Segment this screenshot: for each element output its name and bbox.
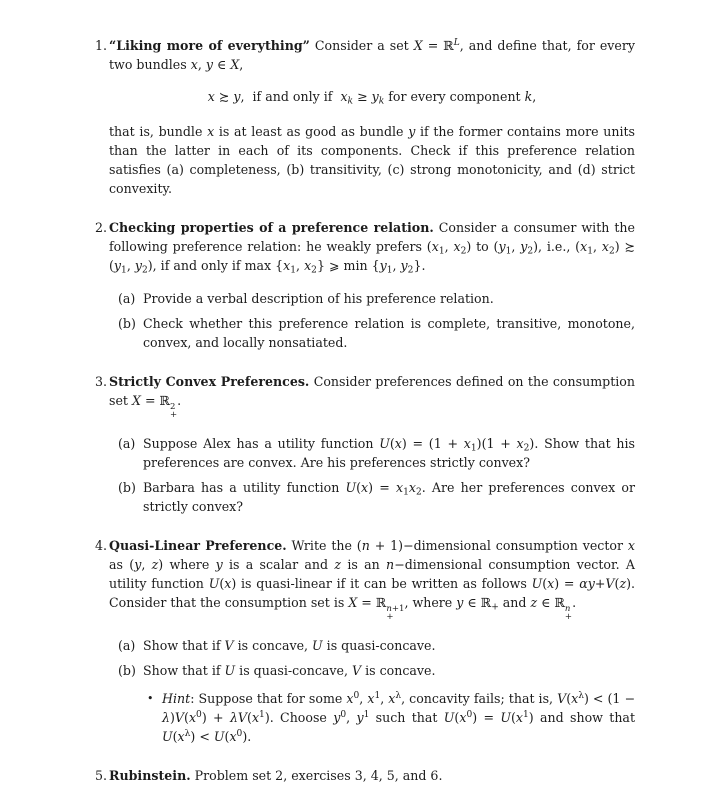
problem-number: 5. [95, 767, 108, 783]
problem-title: Strictly Convex Preferences. [109, 374, 310, 389]
subitem-b [109, 661, 635, 680]
subitem-label: (b) [118, 662, 136, 678]
problem-title: Rubinstein. [109, 767, 191, 783]
hint-text: Hint: Suppose that for some $x^0$, $x^1$, $x^\lambda$, concavity fails; that is, $V(x^\lambda) < (1 - \lambda)V(x^0) + \lambda V(x^1)$. Choose $y^0$, $y^1$ such that $U(x^0) = U(x^1)$ and show that $U(x^\lambda) < U(x^0)$. [162, 690, 636, 744]
display-equation: x ≿ y, if and only if $x_k \ge y_k$ for every component k, [207, 89, 537, 107]
problem-statement [109, 766, 635, 785]
problem-statement [109, 218, 635, 275]
subitem-label: (a) [118, 435, 136, 451]
subitem-b [109, 478, 635, 516]
problem-number: 3. [95, 374, 108, 389]
subitem-a [109, 434, 635, 472]
subitem-text: Show that if V is concave, U is quasi-concave. [143, 637, 436, 653]
subitem-text: Suppose Alex has a utility function $U(x) = (1 + x_1)(1 + x_2)$. Show that his preferences are convex. Are his preferences strictly convex? [143, 435, 635, 470]
problem-title: Quasi-Linear Preference. [109, 537, 287, 553]
problem-content [109, 36, 635, 198]
subitem-b [109, 314, 635, 352]
problem-content [109, 218, 635, 352]
problem-5 [95, 766, 635, 785]
bullet-icon: • [147, 691, 154, 705]
problem-title: “Liking more of everything” [109, 38, 310, 53]
subitem-list [109, 434, 635, 516]
subitem-a [109, 289, 635, 308]
problem-number: 4. [95, 537, 108, 553]
problem-intro: Problem set 2, exercises 3, 4, 5, and 6. [194, 767, 443, 783]
subitem-label: (b) [118, 316, 136, 331]
subitem-label: (a) [118, 291, 136, 306]
subitem-text: Check whether this preference relation is complete, transitive, monotone, convex, and locally nonsatiated. [143, 316, 635, 350]
subitem-label: (b) [118, 479, 136, 495]
problem-intro: Write the (n + 1)−dimensional consumption vector x as (y, z) where y is a scalar and z is an n−dimensional consumption vector. A utility function U(x) is quasi-linear if it can be written as follows U(x) = αy+V(z). Consider that the consumption set is X = ℝ n+1 + , where y ∈ ℝ$_+$ and z ∈ ℝ n + . [109, 537, 635, 623]
problem-statement [109, 536, 635, 622]
problem-1 [95, 36, 635, 198]
problem-content [109, 766, 635, 785]
problem-content [109, 372, 635, 516]
subitem-text: Show that if U is quasi-concave, V is concave. [143, 662, 436, 678]
problem-number: 2. [95, 220, 108, 235]
problem-statement [109, 36, 635, 74]
problem-body: that is, bundle x is at least as good as bundle y if the former contains more units than the latter in each of its components. Check if this preference relation satisfies (a) completeness, (b) transitivity, (c) strong monotonicity, and (d) strict convexity. [109, 124, 636, 196]
problem-intro: Consider a set X = ℝ$^L$, and define that, for every two bundles x, y ∈ X, [109, 38, 635, 72]
subitem-list [109, 289, 635, 352]
problem-statement [109, 372, 635, 420]
problem-4 [95, 536, 635, 746]
subitem-text: Barbara has a utility function $U(x) = x_1x_2$. Are her preferences convex or strictly convex? [143, 479, 635, 514]
problem-number: 1. [95, 38, 108, 53]
subitem-text: Provide a verbal description of his preference relation. [143, 291, 494, 306]
subitem-a [109, 636, 635, 655]
hint-item [109, 689, 635, 746]
problem-title: Checking properties of a preference relation. [109, 220, 434, 235]
problem-content [109, 536, 635, 746]
subitem-label: (a) [118, 637, 136, 653]
problem-intro: Consider preferences defined on the consumption set X = ℝ 2 + . [109, 374, 635, 421]
subitem-list [109, 636, 635, 746]
problem-3 [95, 372, 635, 516]
problem-intro: Consider a consumer with the following preference relation: he weakly prefers ($x_1$, $x_2$) to ($y_1$, $y_2$), i.e., ($x_1$, $x_2$) ≿ ($y_1$, $y_2$), if and only if $\max \{x_1$, $x_2$} ⩾ $\min \{y_1$, $y_2$}. [109, 220, 636, 276]
problem-2 [95, 218, 635, 352]
